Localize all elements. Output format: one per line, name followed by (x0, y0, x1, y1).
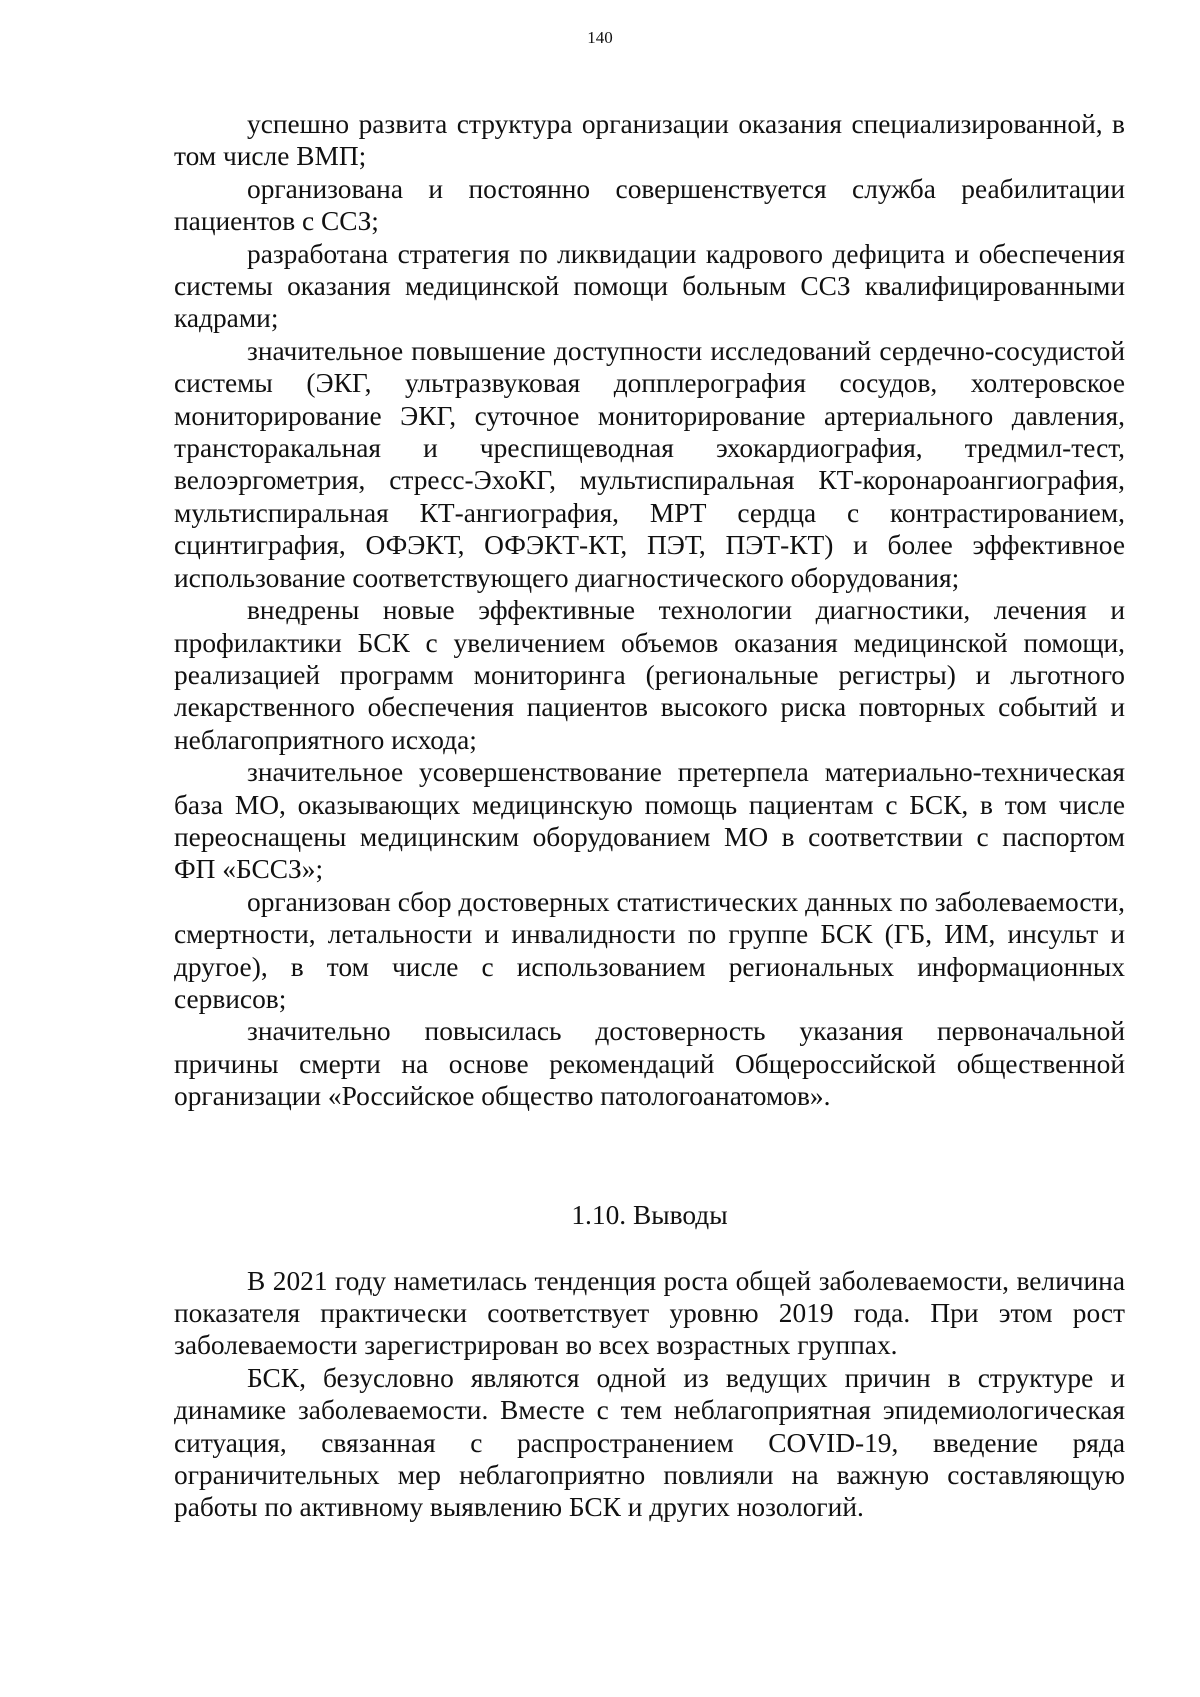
conclusion-paragraph: В 2021 году наметилась тенденция роста общей заболеваемости, величина показателя практически соответствует уровню 2019 года. При этом рост заболеваемости зарегистрирован во всех возрастных группах. (174, 1265, 1125, 1361)
achievement-item: организован сбор достоверных статистических данных по заболеваемости, смертности, летальности и инвалидности по группе БСК (ГБ, ИМ, инсульт и другое), в том числе с использованием региональных информационных сервисов; (174, 886, 1125, 1014)
page-number: 140 (587, 28, 613, 47)
achievement-item: успешно развита структура организации оказания специализированной, в том числе ВМП; (174, 109, 1125, 172)
achievement-item: организована и постоянно совершенствуется служба реабилитации пациентов с ССЗ; (174, 173, 1125, 237)
achievement-item: разработана стратегия по ликвидации кадрового дефицита и обеспечения системы оказания медицинской помощи больным ССЗ квалифицированными кадрами; (174, 238, 1125, 334)
document-body (174, 108, 1125, 1524)
section-heading: 1.10. Выводы (571, 1199, 728, 1230)
conclusion-paragraph: БСК, безусловно являются одной из ведущих причин в структуре и динамике заболеваемости. Вместе с тем неблагоприятная эпидемиологическая ситуация, связанная с распространением COVID-19, введение ряда ограничительных мер неблагоприятно повлияли на важную составляющую работы по активному выявлению БСК и других нозологий. (174, 1362, 1125, 1523)
achievements-list (174, 108, 1125, 1113)
achievement-item: значительно повысилась достоверность указания первоначальной причины смерти на основе рекомендаций Общероссийской общественной организации «Российское общество патологоанатомов». (174, 1016, 1125, 1112)
achievement-item: значительное повышение доступности исследований сердечно-сосудистой системы (ЭКГ, ультразвуковая допплерография сосудов, холтеровское мониторирование ЭКГ, суточное мониторирование артериального давления, трансторакальная и чреспищеводная эхокардиография, тредмил-тест, велоэргометрия, стресс-ЭхоКГ, мультиспиральная КТ-коронароангиография, мультиспиральная КТ-ангиография, МРТ сердца с контрастированием, сцинтиграфия, ОФЭКТ, ОФЭКТ-КТ, ПЭТ, ПЭТ-КТ) и более эффективное использование соответствующего диагностического оборудования; (174, 335, 1125, 593)
achievement-item: внедрены новые эффективные технологии диагностики, лечения и профилактики БСК с увеличением объемов оказания медицинской помощи, реализацией программ мониторинга (региональные регистры) и льготного лекарственного обеспечения пациентов высокого риска повторных событий и неблагоприятного исхода; (174, 595, 1125, 755)
achievement-item: значительное усовершенствование претерпела материально-техническая база МО, оказывающих медицинскую помощь пациентам с БСК, в том числе переоснащены медицинским оборудованием МО в соответствии с паспортом ФП «БССЗ»; (174, 757, 1125, 885)
conclusions-section (174, 1265, 1125, 1524)
